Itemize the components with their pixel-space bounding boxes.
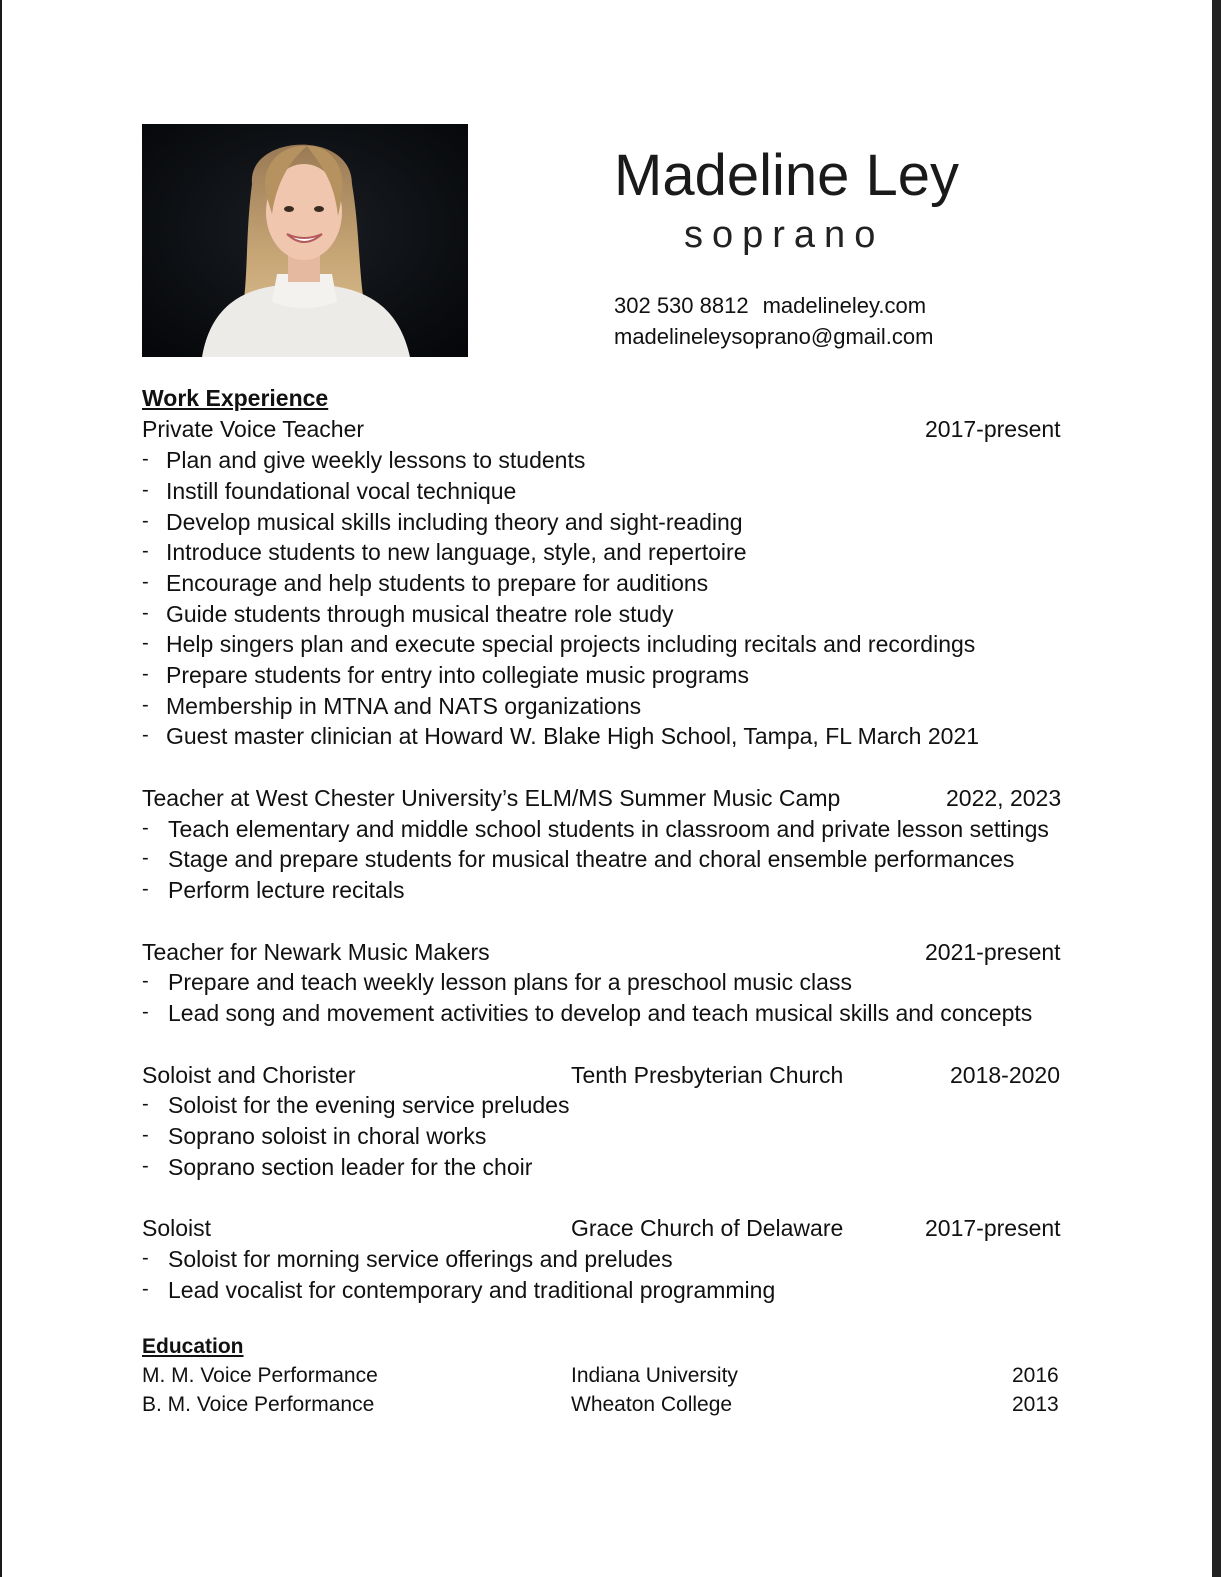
job-dates: 2018-2020 (950, 1062, 1060, 1088)
graduation-year: 2016 (1012, 1364, 1059, 1387)
contact-line (614, 293, 926, 319)
list-item: - Prepare students for entry into collegiate music programs (142, 662, 749, 688)
list-item: - Perform lecture recitals (142, 877, 405, 903)
list-item: - Stage and prepare students for musical theatre and choral ensemble performances (142, 846, 1015, 872)
degree: M. M. Voice Performance (142, 1364, 378, 1387)
job-title: Soloist and Chorister (142, 1062, 356, 1088)
list-item: - Soprano section leader for the choir (142, 1154, 533, 1180)
job-dates: 2021-present (925, 939, 1061, 965)
job-title: Soloist (142, 1215, 212, 1241)
list-item: - Soloist for the evening service preludes (142, 1092, 570, 1118)
list-item: - Teach elementary and middle school students in classroom and private lesson settings (142, 816, 1049, 842)
list-item: - Guide students through musical theatre role study (142, 601, 674, 627)
job-dates: 2017-present (925, 416, 1061, 442)
job-title: Teacher for Newark Music Makers (142, 939, 490, 965)
list-item: - Introduce students to new language, style, and repertoire (142, 539, 747, 565)
education-heading: Education (142, 1335, 244, 1358)
list-item: - Encourage and help students to prepare for auditions (142, 570, 709, 596)
list-item: - Soprano soloist in choral works (142, 1123, 487, 1149)
page-edge-right (1212, 0, 1221, 1577)
degree: B. M. Voice Performance (142, 1393, 375, 1416)
list-item: - Lead song and movement activities to develop and teach musical skills and concepts (142, 1000, 1033, 1026)
list-item: - Help singers plan and execute special projects including recitals and recordings (142, 631, 976, 657)
list-item: - Develop musical skills including theory and sight-reading (142, 509, 743, 535)
list-item: - Soloist for morning service offerings and preludes (142, 1246, 673, 1272)
job-dates: 2022, 2023 (946, 785, 1062, 811)
list-item: - Plan and give weekly lessons to students (142, 447, 586, 473)
list-item: - Prepare and teach weekly lesson plans for a preschool music class (142, 969, 852, 995)
list-item: - Guest master clinician at Howard W. Blake High School, Tampa, FL March 2021 (142, 723, 980, 749)
phone-number: 302 530 8812 (614, 293, 749, 318)
website-link[interactable]: madelineley.com (762, 293, 927, 318)
work-experience-heading: Work Experience (142, 385, 329, 411)
voice-type: soprano (684, 214, 885, 256)
list-item: - Instill foundational vocal technique (142, 478, 517, 504)
job-dates: 2017-present (925, 1215, 1061, 1241)
page-edge-left (0, 0, 2, 1577)
school: Indiana University (571, 1364, 738, 1387)
school: Wheaton College (571, 1393, 733, 1416)
list-item: - Membership in MTNA and NATS organizations (142, 693, 642, 719)
job-place: Tenth Presbyterian Church (571, 1062, 844, 1088)
email-link[interactable]: madelineleysoprano@gmail.com (614, 324, 934, 349)
graduation-year: 2013 (1012, 1393, 1059, 1416)
job-title: Private Voice Teacher (142, 416, 365, 442)
job-place: Grace Church of Delaware (571, 1215, 844, 1241)
candidate-name: Madeline Ley (614, 143, 959, 208)
job-title: Teacher at West Chester University’s ELM/MS Summer Music Camp (142, 785, 841, 811)
list-item: - Lead vocalist for contemporary and traditional programming (142, 1277, 776, 1303)
headshot-photo (142, 124, 468, 357)
